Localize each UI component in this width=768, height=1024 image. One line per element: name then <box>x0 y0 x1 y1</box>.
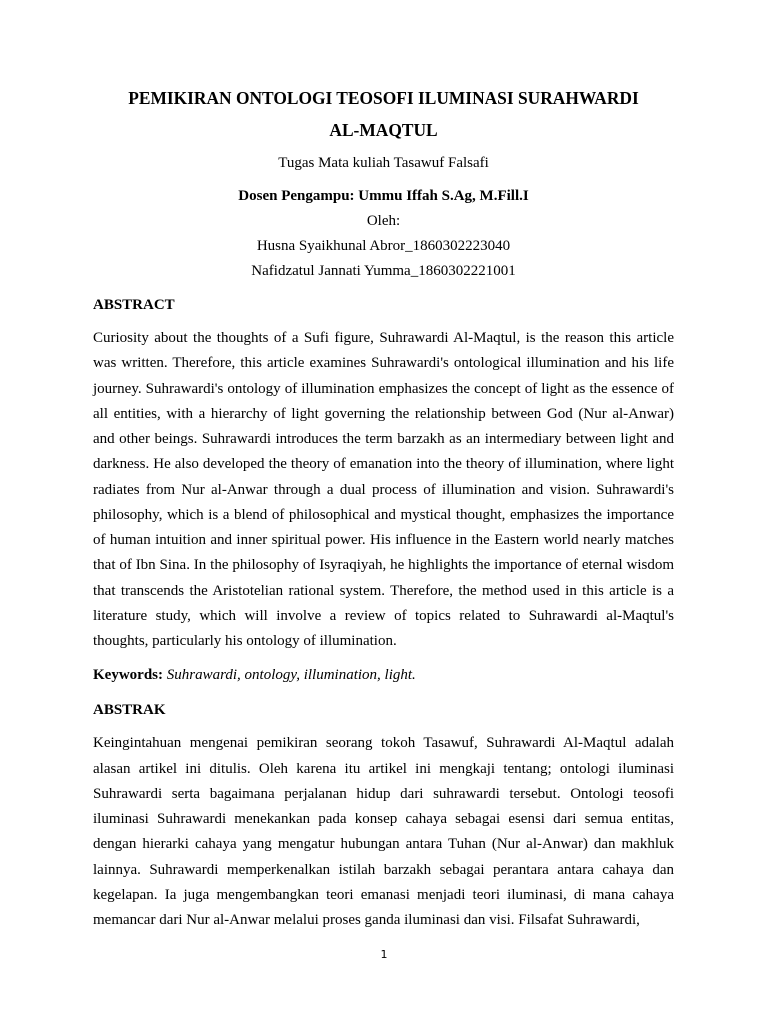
abstrak-text: Keingintahuan mengenai pemikiran seorang tokoh Tasawuf, Suhrawardi Al-Maqtul adalah alasan artikel ini ditulis. Oleh karena itu artikel ini mengkaji tentang; ontologi iluminasi Suhrawardi serta bagaimana perjalanan hidup dari suhrawardi tersebut. Ontologi teosofi iluminasi Suhrawardi menekankan pada konsep cahaya sebagai esensi dari semua entitas, dengan hierarki cahaya yang mengatur hubungan antara Tuhan (Nur al-Anwar) dan makhluk lainnya. Suhrawardi memperkenalkan istilah barzakh sebagai perantara antara cahaya dan kegelapan. Ia juga mengembangkan teori emanasi menjadi teori iluminasi, di mana cahaya memancar dari Nur al-Anwar melalui proses ganda iluminasi dan visi. Filsafat Suhrawardi, <box>93 735 674 928</box>
keywords-label: Keywords: <box>93 667 163 684</box>
keywords-line <box>93 663 674 688</box>
abstrak-heading: ABSTRAK <box>93 702 166 719</box>
title-line-1: PEMIKIRAN ONTOLOGI TEOSOFI ILUMINASI SURAHWARDI <box>128 88 639 108</box>
document-title <box>93 82 674 146</box>
abstract-heading: ABSTRACT <box>93 297 175 313</box>
course-subtitle: Tugas Mata kuliah Tasawuf Falsafi <box>278 155 489 171</box>
page-number: 1 <box>380 948 388 961</box>
document-page <box>93 82 674 933</box>
author-2: Nafidzatul Jannati Yumma_1860302221001 <box>251 263 516 279</box>
keywords-values: Suhrawardi, ontology, illumination, light. <box>166 667 416 684</box>
abstract-text: Curiosity about the thoughts of a Sufi figure, Suhrawardi Al-Maqtul, is the reason this article was written. Therefore, this article examines Suhrawardi's ontological illumination and his life journey. Suhrawardi's ontology of illumination emphasizes the concept of light as the essence of all entities, with a hierarchy of light governing the relationship between God (Nur al-Anwar) and other beings. Suhrawardi introduces the term barzakh as an intermediary between light and darkness. He also developed the theory of emanation into the theory of illumination, where light radiates from Nur al-Anwar through a dual process of illumination and vision. Suhrawardi's philosophy, which is a blend of philosophical and mystical thought, emphasizes the importance of human intuition and inner spiritual power. His influence in the Eastern world nearly matches that of Ibn Sina. In the philosophy of Isyraqiyah, he highlights the importance of eternal wisdom that transcends the Aristotelian rational system. Therefore, the method used in this article is a literature study, which will involve a review of topics related to Suhrawardi al-Maqtul's thoughts, particularly his ontology of illumination. <box>93 330 674 649</box>
title-line-2: AL-MAQTUL <box>329 120 438 140</box>
lecturer-line: Dosen Pengampu: Ummu Iffah S.Ag, M.Fill.I <box>238 188 529 204</box>
by-label: Oleh: <box>366 213 401 229</box>
author-1: Husna Syaikhunal Abror_1860302223040 <box>256 238 511 254</box>
